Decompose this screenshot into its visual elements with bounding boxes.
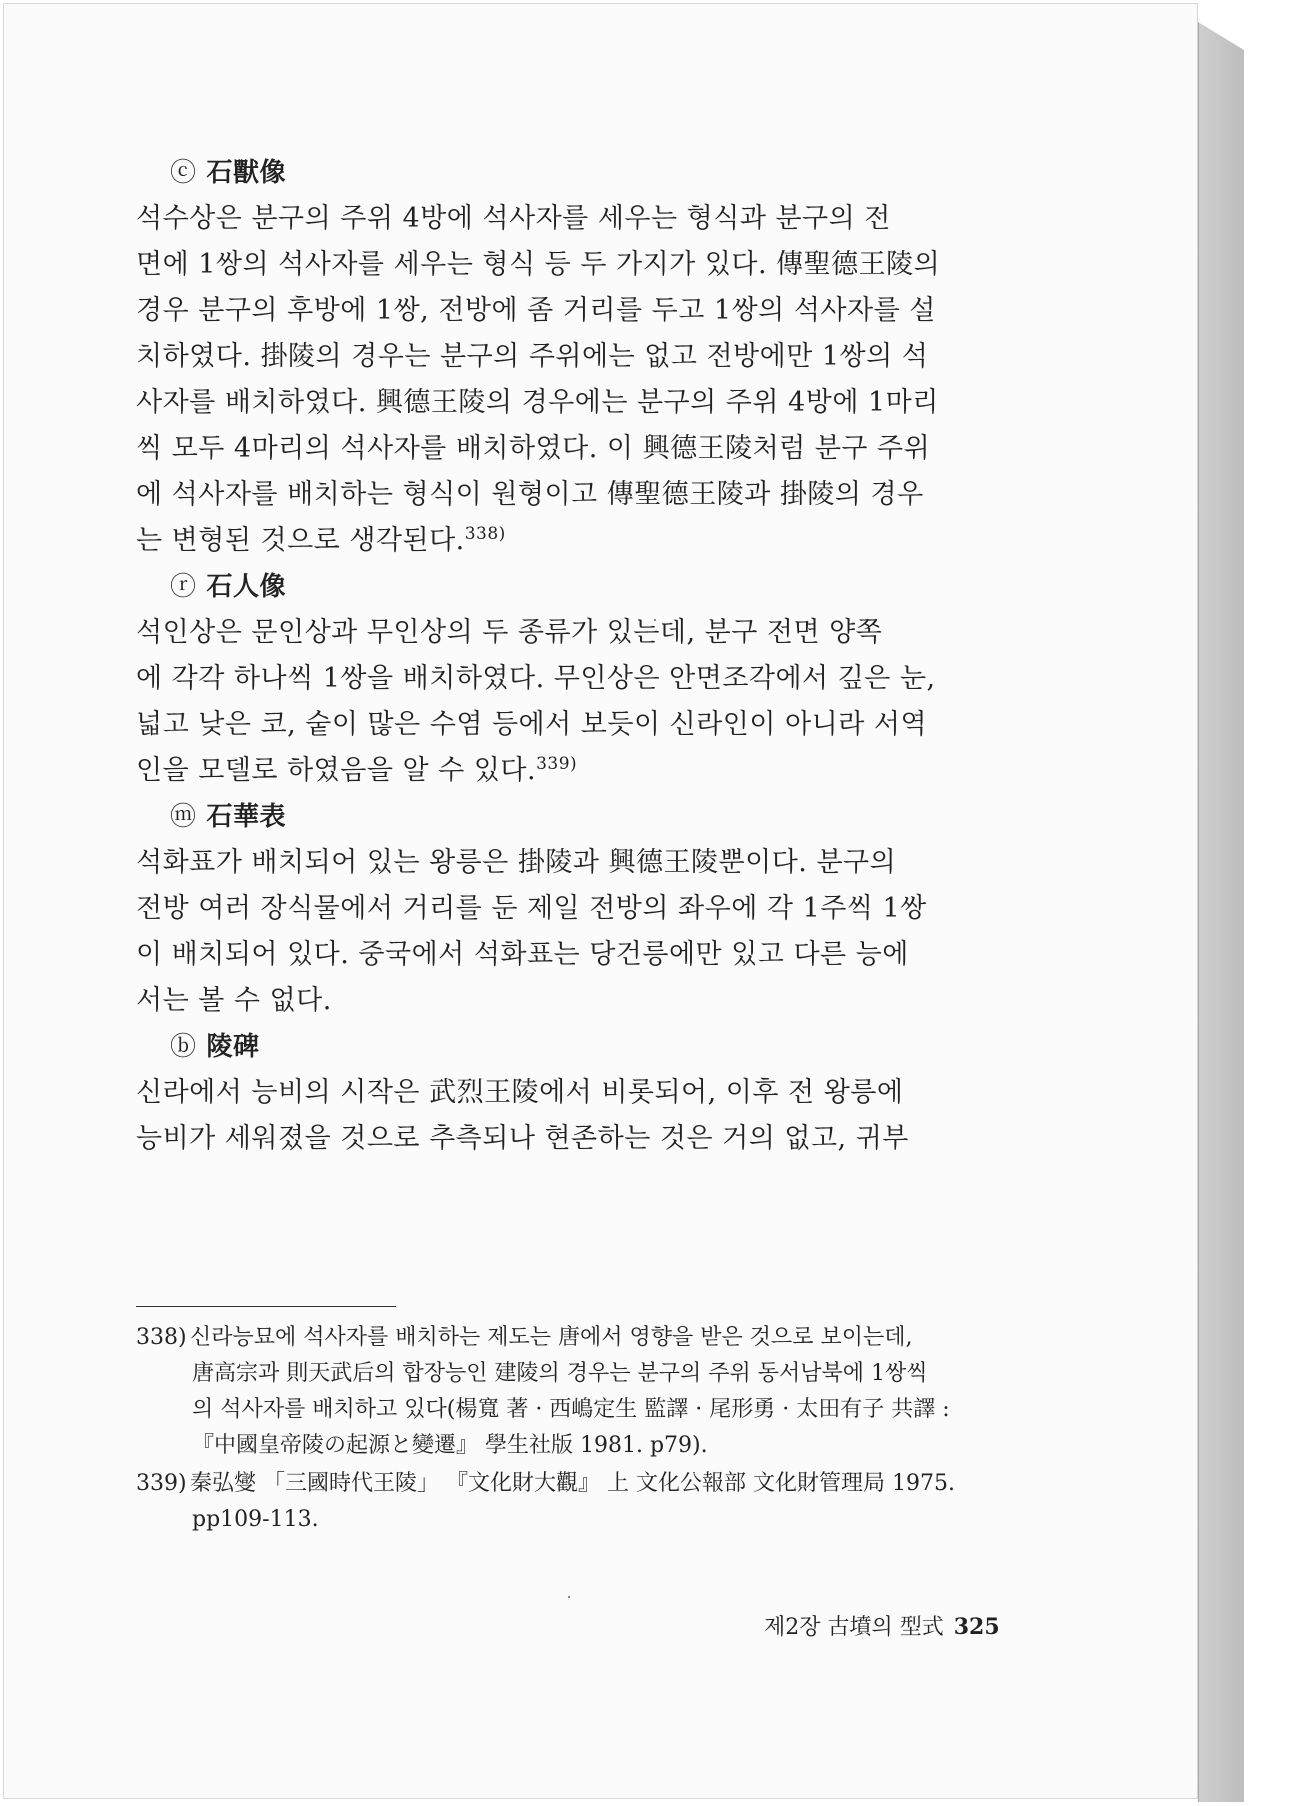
body-text: [136, 150, 1036, 1162]
footnote-text: 의 석사자를 배치하고 있다(楊寬 著 · 西嶋定生 監譯 · 尾形勇 · 太田有子 共譯 :: [192, 1397, 950, 1422]
section-heading: [170, 564, 1036, 610]
section-marker: ⓒ: [170, 158, 197, 188]
section-marker: ⓜ: [170, 802, 197, 832]
text-line-content: 인을 모델로 하였음을 알 수 있다.: [136, 755, 537, 786]
footnote-text: 신라능묘에 석사자를 배치하는 제도는 唐에서 영향을 받은 것으로 보이는데,: [190, 1325, 913, 1350]
footnote-number: 338): [136, 1325, 187, 1350]
section-heading: [170, 1024, 1036, 1070]
text-line: 신라에서 능비의 시작은 武烈王陵에서 비롯되어, 이후 전 왕릉에: [136, 1077, 904, 1108]
footnote: [136, 1466, 1036, 1538]
footnote-first-line: [136, 1320, 1036, 1356]
section-heading: [170, 150, 1036, 196]
text-line: 이 배치되어 있다. 중국에서 석화표는 당건릉에만 있고 다른 능에: [136, 939, 909, 970]
section-title: 石獸像: [206, 158, 287, 188]
text-line: 능비가 세워졌을 것으로 추측되나 현존하는 것은 거의 없고, 귀부: [136, 1123, 909, 1154]
text-line: 석화표가 배치되어 있는 왕릉은 掛陵과 興德王陵뿐이다. 분구의: [136, 847, 897, 878]
section-title: 陵碑: [206, 1032, 260, 1062]
text-line: 전방 여러 장식물에서 거리를 둔 제일 전방의 좌우에 각 1주씩 1쌍: [136, 893, 927, 924]
text-line: 넓고 낮은 코, 숱이 많은 수염 등에서 보듯이 신라인이 아니라 서역: [136, 709, 928, 740]
footnote-reference: 339): [536, 754, 578, 774]
footnote-first-line: [136, 1466, 1036, 1502]
text-line: 사자를 배치하였다. 興德王陵의 경우에는 분구의 주위 4방에 1마리: [136, 387, 939, 418]
text-line: 서는 볼 수 없다.: [136, 985, 332, 1016]
text-line: 에 석사자를 배치하는 형식이 원형이고 傳聖德王陵과 掛陵의 경우: [136, 479, 924, 510]
text-line: 씩 모두 4마리의 석사자를 배치하였다. 이 興德王陵처럼 분구 주위: [136, 433, 931, 464]
footnote-text: pp109-113.: [192, 1507, 319, 1532]
footnote-reference: 338): [464, 524, 506, 544]
chapter-title: 제2장 古墳의 型式: [764, 1615, 944, 1640]
running-footer: [764, 1610, 1034, 1641]
page-number: 325: [953, 1614, 1000, 1640]
section-title: 石華表: [206, 802, 287, 832]
section-marker: ⓡ: [170, 572, 197, 602]
section-heading: [170, 794, 1036, 840]
footnote: [136, 1320, 1036, 1464]
text-line: 에 각각 하나씩 1쌍을 배치하였다. 무인상은 안면조각에서 깊은 눈,: [136, 663, 936, 694]
footnote-number: 339): [136, 1471, 187, 1496]
text-line: 경우 분구의 후방에 1쌍, 전방에 좀 거리를 두고 1쌍의 석사자를 설: [136, 295, 936, 326]
text-line: [136, 518, 1036, 564]
text-line: 면에 1쌍의 석사자를 세우는 형식 등 두 가지가 있다. 傳聖德王陵의: [136, 249, 941, 280]
section-marker: ⓑ: [170, 1032, 197, 1062]
text-line-content: 는 변형된 것으로 생각된다.: [136, 525, 465, 556]
text-line: 석수상은 분구의 주위 4방에 석사자를 세우는 형식과 분구의 전: [136, 203, 891, 234]
page-stack-edge: [1198, 22, 1244, 1802]
text-line: 치하였다. 掛陵의 경우는 분구의 주위에는 없고 전방에만 1쌍의 석: [136, 341, 929, 372]
text-line: 석인상은 문인상과 무인상의 두 종류가 있는데, 분구 전면 양쪽: [136, 617, 883, 648]
footnote-divider: [136, 1306, 396, 1307]
footnote-text: 秦弘燮 「三國時代王陵」 『文化財大觀』 上 文化公報部 文化財管理局 1975.: [190, 1471, 955, 1496]
footnote-text: 唐高宗과 則天武后의 합장능인 建陵의 경우는 분구의 주위 동서남북에 1쌍씩: [192, 1361, 928, 1386]
scan-speck: [568, 1596, 570, 1598]
section-title: 石人像: [206, 572, 287, 602]
text-line: [136, 748, 1036, 794]
footnote-text: 『中國皇帝陵の起源と變遷』 學生社版 1981. p79).: [192, 1433, 708, 1458]
footnotes: [136, 1320, 1036, 1540]
